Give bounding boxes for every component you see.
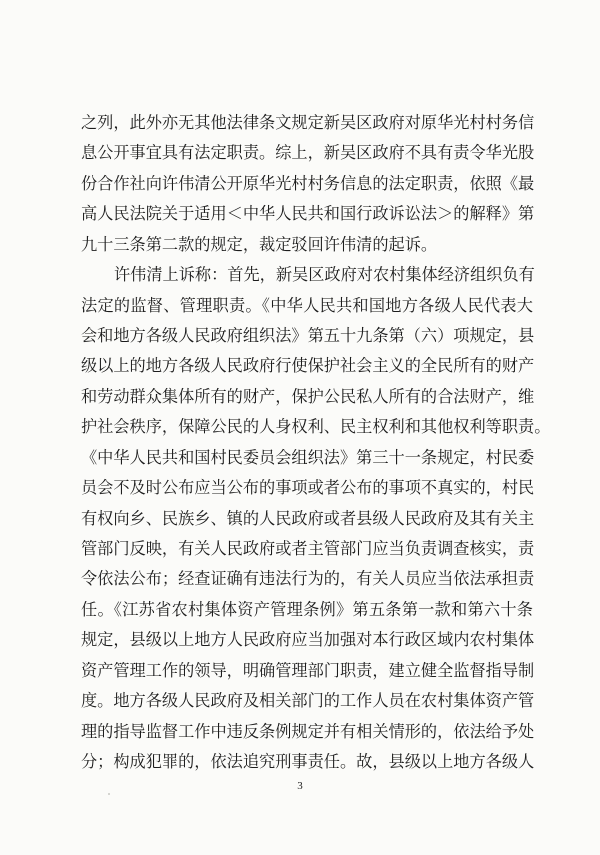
text-line: 任。《江苏省农村集体资产管理条例》第五条第一款和第六十条 bbox=[81, 600, 533, 619]
text-line: 分；构成犯罪的，依法追究刑事责任。故，县级以上地方各级人 bbox=[81, 752, 535, 771]
text-line: 规定，县级以上地方人民政府应当加强对本行政区域内农村集体 bbox=[81, 630, 535, 649]
text-line: 之列，此外亦无其他法律条文规定新吴区政府对原华光村村务信 bbox=[81, 113, 535, 132]
text-line: 理的指导监督工作中违反条例规定并有相关情形的，依法给予处 bbox=[81, 722, 535, 741]
text-line: 会和地方各级人民政府组织法》第五十九条第（六）项规定，县 bbox=[81, 326, 535, 345]
text-line: 级以上的地方各级人民政府行使保护社会主义的全民所有的财产 bbox=[81, 356, 535, 375]
paragraph-first-line: 许伟清上诉称：首先，新吴区政府对农村集体经济组织负有 bbox=[114, 265, 535, 284]
text-line: 资产管理工作的领导，明确管理部门职责，建立健全监督指导制 bbox=[81, 661, 535, 680]
text-line: 《中华人民共和国村民委员会组织法》第三十一条规定，村民委 bbox=[81, 448, 535, 467]
text-line: 护社会秩序，保障公民的人身权利、民主权利和其他权利等职责。 bbox=[81, 417, 551, 436]
text-line: 份合作社向许伟清公开原华光村村务信息的法定职责，依照《最 bbox=[81, 174, 535, 193]
text-line: 员会不及时公布应当公布的事项或者公布的事项不真实的，村民 bbox=[81, 478, 535, 497]
text-line: 度。地方各级人民政府及相关部门的工作人员在农村集体资产管 bbox=[81, 691, 535, 710]
text-line: 有权向乡、民族乡、镇的人民政府或者县级人民政府及其有关主 bbox=[81, 509, 535, 528]
text-line: 法定的监督、管理职责。《中华人民共和国地方各级人民代表大 bbox=[81, 296, 533, 315]
text-line: 息公开事宜具有法定职责。综上，新吴区政府不具有责令华光股 bbox=[81, 143, 535, 162]
text-line: 和劳动群众集体所有的财产，保护公民私人所有的合法财产，维 bbox=[81, 387, 535, 406]
text-line: 高人民法院关于适用＜中华人民共和国行政诉讼法＞的解释》第 bbox=[81, 204, 535, 223]
scan-speck bbox=[108, 793, 110, 795]
text-line: 令依法公布；经查证确有违法行为的，有关人员应当依法承担责 bbox=[81, 569, 535, 588]
text-line: 九十三条第二款的规定，裁定驳回许伟清的起诉。 bbox=[81, 235, 438, 254]
text-line: 管部门反映，有关人民政府或者主管部门应当负责调查核实，责 bbox=[81, 539, 535, 558]
page-number: 3 bbox=[297, 780, 303, 792]
